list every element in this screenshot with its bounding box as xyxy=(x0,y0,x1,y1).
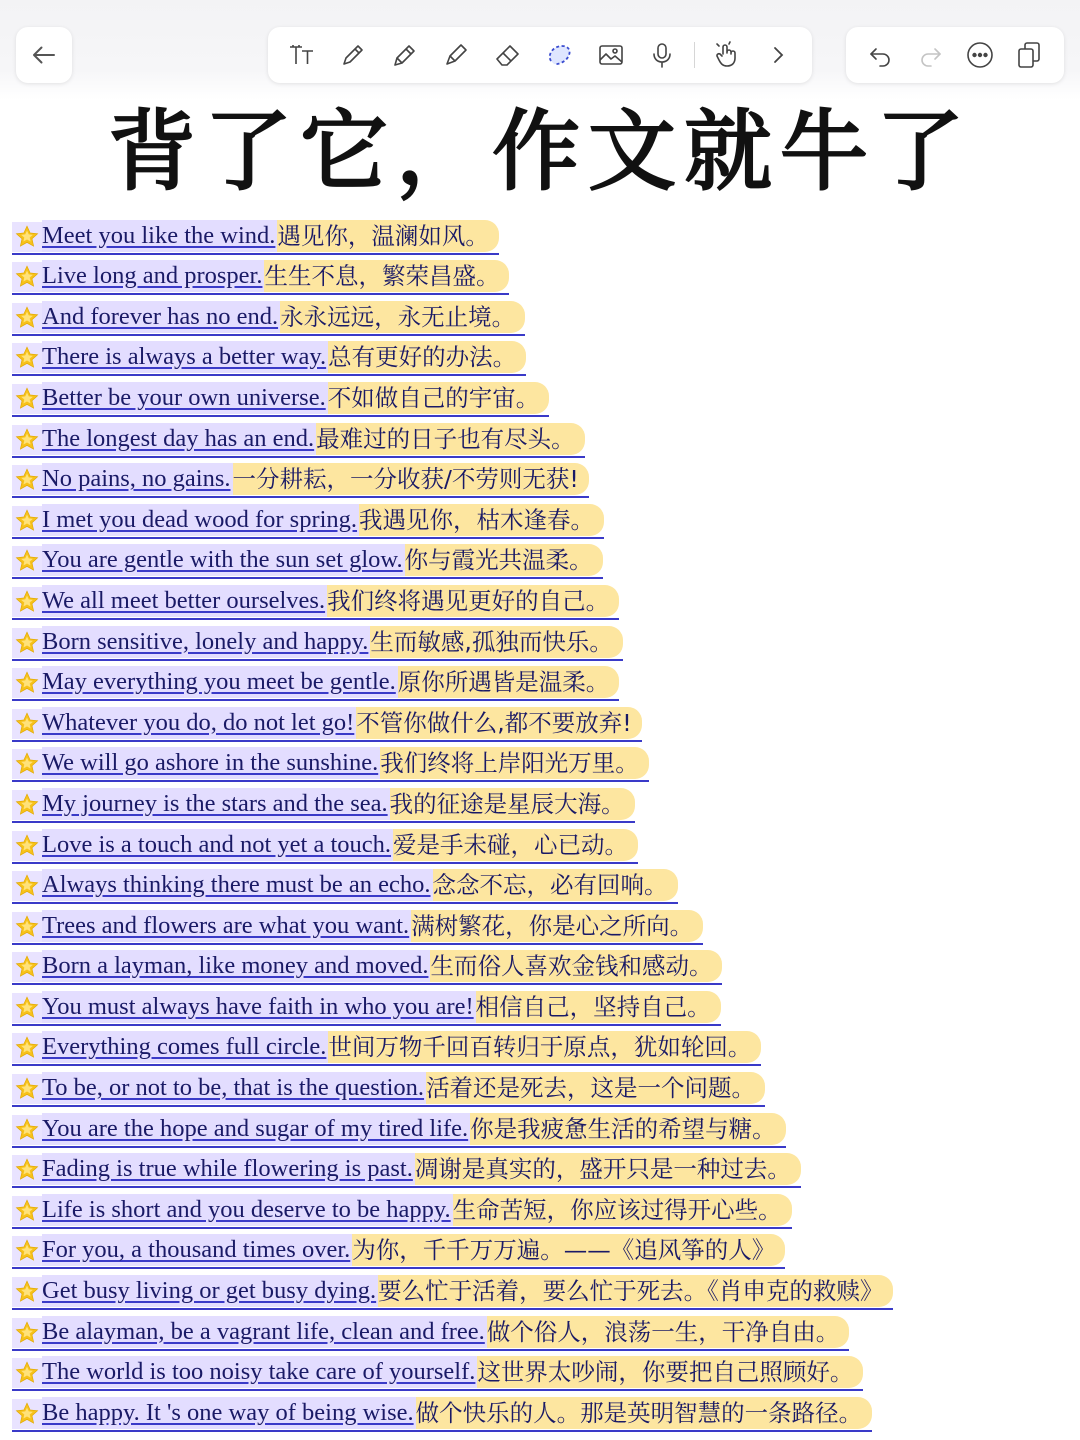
english-sentence: Better be your own universe. xyxy=(42,382,328,414)
sentence-line xyxy=(12,747,649,782)
chinese-translation: 为你，千千万万遍。——《追风筝的人》 xyxy=(352,1234,785,1266)
pencil-icon[interactable] xyxy=(385,35,425,75)
chinese-translation: 要么忙于活着，要么忙于死去。《肖申克的救赎》 xyxy=(378,1275,893,1307)
sentence-row xyxy=(12,620,1072,661)
sentence-line xyxy=(12,1397,872,1432)
sentence-line xyxy=(12,1356,863,1391)
sentence-line xyxy=(12,1275,893,1310)
chinese-translation: 生生不息，繁荣昌盛。 xyxy=(264,260,509,292)
english-sentence: For you, a thousand times over. xyxy=(42,1234,352,1266)
sentence-line xyxy=(12,869,678,904)
pen-icon[interactable] xyxy=(333,35,373,75)
sentence-row xyxy=(12,945,1072,986)
sentence-line xyxy=(12,829,638,864)
star-icon xyxy=(12,384,42,414)
sentence-line xyxy=(12,1234,785,1269)
chinese-translation: 相信自己，坚持自己。 xyxy=(476,991,721,1023)
sentence-row xyxy=(12,295,1072,336)
sentence-row xyxy=(12,985,1072,1026)
sentence-line xyxy=(12,788,635,823)
sentence-row xyxy=(12,864,1072,905)
chinese-translation: 做个快乐的人。那是英明智慧的一条路径。 xyxy=(416,1397,873,1429)
star-icon xyxy=(12,1277,42,1307)
chinese-translation: 最难过的日子也有尽头。 xyxy=(316,423,585,455)
sentence-row xyxy=(12,904,1072,945)
star-icon xyxy=(12,425,42,455)
sentence-line xyxy=(12,626,623,661)
star-icon xyxy=(12,912,42,942)
sentence-line xyxy=(12,950,722,985)
star-icon xyxy=(12,1318,42,1348)
sentence-row xyxy=(12,214,1072,255)
sentence-line xyxy=(12,301,525,336)
sentence-row xyxy=(12,255,1072,296)
sentence-line xyxy=(12,1153,801,1188)
star-icon xyxy=(12,262,42,292)
star-icon xyxy=(12,1399,42,1429)
english-sentence: My journey is the stars and the sea. xyxy=(42,788,390,820)
sentence-line xyxy=(12,382,549,417)
chinese-translation: 我们终将上岸阳光万里。 xyxy=(380,747,649,779)
star-icon xyxy=(12,749,42,779)
back-button[interactable] xyxy=(16,27,72,83)
star-icon xyxy=(12,587,42,617)
sentence-row xyxy=(12,417,1072,458)
english-sentence: Born a layman, like money and moved. xyxy=(42,950,430,982)
sentence-line xyxy=(12,341,526,376)
microphone-icon[interactable] xyxy=(642,35,682,75)
sentence-row xyxy=(12,1188,1072,1229)
star-icon xyxy=(12,303,42,333)
english-sentence: Life is short and you deserve to be happy. xyxy=(42,1194,453,1226)
english-sentence: May everything you meet be gentle. xyxy=(42,666,398,698)
chinese-translation: 不管你做什么,都不要放弃! xyxy=(356,707,641,739)
top-toolbar xyxy=(0,0,1080,100)
sentence-row xyxy=(12,1391,1072,1432)
eraser-icon[interactable] xyxy=(488,35,528,75)
sentence-row xyxy=(12,498,1072,539)
chinese-translation: 这世界太吵闹，你要把自己照顾好。 xyxy=(477,1356,863,1388)
star-icon xyxy=(12,1155,42,1185)
sentence-row xyxy=(12,1269,1072,1310)
chinese-translation: 原你所遇皆是温柔。 xyxy=(398,666,620,698)
sentence-row xyxy=(12,1066,1072,1107)
image-icon[interactable] xyxy=(591,35,631,75)
chinese-translation: 我遇见你，枯木逢春。 xyxy=(359,504,604,536)
chevron-right-icon[interactable] xyxy=(758,35,798,75)
sentence-row xyxy=(12,1107,1072,1148)
sentence-row xyxy=(12,742,1072,783)
sentence-line xyxy=(12,991,721,1026)
english-sentence: Be alayman, be a vagrant life, clean and free. xyxy=(42,1316,487,1348)
chinese-translation: 总有更好的办法。 xyxy=(328,341,526,373)
english-sentence: Whatever you do, do not let go! xyxy=(42,707,356,739)
sentence-row xyxy=(12,539,1072,580)
chinese-translation: 生命苦短，你应该过得开心些。 xyxy=(453,1194,792,1226)
star-icon xyxy=(12,709,42,739)
star-icon xyxy=(12,343,42,373)
chinese-translation: 世间万物千回百转归于原点，犹如轮回。 xyxy=(328,1031,761,1063)
english-sentence: We will go ashore in the sunshine. xyxy=(42,747,380,779)
chinese-translation: 生而俗人喜欢金钱和感动。 xyxy=(430,950,722,982)
chinese-translation: 遇见你，温澜如风。 xyxy=(277,220,499,252)
sentence-line xyxy=(12,910,703,945)
english-sentence: Born sensitive, lonely and happy. xyxy=(42,626,370,658)
star-icon xyxy=(12,222,42,252)
toolbar-divider xyxy=(694,42,695,68)
star-icon xyxy=(12,1236,42,1266)
english-sentence: We all meet better ourselves. xyxy=(42,585,327,617)
chinese-translation: 永永远远，永无止境。 xyxy=(280,301,525,333)
chinese-translation: 你与霞光共温柔。 xyxy=(405,544,603,576)
star-icon xyxy=(12,628,42,658)
sentence-line xyxy=(12,220,499,255)
sentence-line xyxy=(12,1072,765,1107)
sentence-line xyxy=(12,1194,792,1229)
sentence-line xyxy=(12,544,603,579)
text-style-icon[interactable] xyxy=(282,35,322,75)
sentence-row xyxy=(12,1351,1072,1392)
star-icon xyxy=(12,1074,42,1104)
star-icon xyxy=(12,831,42,861)
tool-palette xyxy=(268,27,812,83)
more-icon[interactable] xyxy=(960,35,1000,75)
english-sentence: To be, or not to be, that is the question. xyxy=(42,1072,426,1104)
english-sentence: You must always have faith in who you are! xyxy=(42,991,476,1023)
sentence-line xyxy=(12,1113,786,1148)
chinese-translation: 不如做自己的宇宙。 xyxy=(328,382,550,414)
sentence-row xyxy=(12,701,1072,742)
english-sentence: Get busy living or get busy dying. xyxy=(42,1275,378,1307)
sentence-row xyxy=(12,376,1072,417)
chinese-translation: 我的征途是星辰大海。 xyxy=(390,788,635,820)
chinese-translation: 凋谢是真实的，盛开只是一种过去。 xyxy=(415,1153,801,1185)
star-icon xyxy=(12,506,42,536)
sentence-row xyxy=(12,1148,1072,1189)
english-sentence: Love is a touch and not yet a touch. xyxy=(42,829,393,861)
star-icon xyxy=(12,668,42,698)
chinese-translation: 念念不忘，必有回响。 xyxy=(433,869,678,901)
star-icon xyxy=(12,465,42,495)
page-title: 背了它，作文就牛了 xyxy=(107,100,972,203)
star-icon xyxy=(12,871,42,901)
star-icon xyxy=(12,1196,42,1226)
sentence-line xyxy=(12,1031,761,1066)
english-sentence: You are gentle with the sun set glow. xyxy=(42,544,405,576)
english-sentence: Always thinking there must be an echo. xyxy=(42,869,433,901)
arrow-left-icon xyxy=(24,35,64,75)
chinese-translation: 一分耕耘，一分收获/不劳则无获! xyxy=(233,463,589,495)
star-icon xyxy=(12,1033,42,1063)
sentence-row xyxy=(12,458,1072,499)
star-icon xyxy=(12,952,42,982)
touch-hand-icon[interactable] xyxy=(707,35,747,75)
sentence-row xyxy=(12,336,1072,377)
english-sentence: Everything comes full circle. xyxy=(42,1031,328,1063)
english-sentence: Meet you like the wind. xyxy=(42,220,277,252)
sentence-line xyxy=(12,260,509,295)
english-sentence: There is always a better way. xyxy=(42,341,328,373)
chinese-translation: 生而敏感,孤独而快乐。 xyxy=(370,626,622,658)
english-sentence: The longest day has an end. xyxy=(42,423,316,455)
star-icon xyxy=(12,790,42,820)
chinese-translation: 我们终将遇见更好的自己。 xyxy=(327,585,619,617)
sentence-row xyxy=(12,1026,1072,1067)
english-sentence: I met you dead wood for spring. xyxy=(42,504,359,536)
pages-icon[interactable] xyxy=(1009,35,1049,75)
history-and-more-toolbar xyxy=(846,27,1064,83)
sentence-row xyxy=(12,579,1072,620)
lasso-icon[interactable] xyxy=(539,35,579,75)
sentence-row xyxy=(12,1229,1072,1270)
chinese-translation: 满树繁花，你是心之所向。 xyxy=(411,910,703,942)
sentence-line xyxy=(12,463,589,498)
highlighter-icon[interactable] xyxy=(436,35,476,75)
english-sentence: Fading is true while flowering is past. xyxy=(42,1153,415,1185)
chinese-translation: 你是我疲惫生活的希望与糖。 xyxy=(470,1113,786,1145)
english-sentence: Be happy. It 's one way of being wise. xyxy=(42,1397,416,1429)
star-icon xyxy=(12,993,42,1023)
english-sentence: Live long and prosper. xyxy=(42,260,264,292)
chinese-translation: 做个俗人，浪荡一生，干净自由。 xyxy=(487,1316,850,1348)
english-sentence: And forever has no end. xyxy=(42,301,280,333)
chinese-translation: 活着还是死去，这是一个问题。 xyxy=(426,1072,765,1104)
star-icon xyxy=(12,1358,42,1388)
english-sentence: You are the hope and sugar of my tired life. xyxy=(42,1113,470,1145)
sentence-line xyxy=(12,504,604,539)
star-icon xyxy=(12,546,42,576)
english-sentence: No pains, no gains. xyxy=(42,463,233,495)
sentence-list xyxy=(12,214,1072,1432)
chinese-translation: 爱是手未碰，心已动。 xyxy=(393,829,638,861)
english-sentence: The world is too noisy take care of yourself. xyxy=(42,1356,477,1388)
sentence-line xyxy=(12,423,585,458)
sentence-line xyxy=(12,585,619,620)
english-sentence: Trees and flowers are what you want. xyxy=(42,910,411,942)
sentence-line xyxy=(12,666,619,701)
sentence-row xyxy=(12,782,1072,823)
sentence-row xyxy=(12,823,1072,864)
undo-icon[interactable] xyxy=(861,35,901,75)
sentence-line xyxy=(12,1316,849,1351)
sentence-row xyxy=(12,661,1072,702)
sentence-row xyxy=(12,1310,1072,1351)
star-icon xyxy=(12,1115,42,1145)
redo-icon[interactable] xyxy=(910,35,950,75)
sentence-line xyxy=(12,707,642,742)
